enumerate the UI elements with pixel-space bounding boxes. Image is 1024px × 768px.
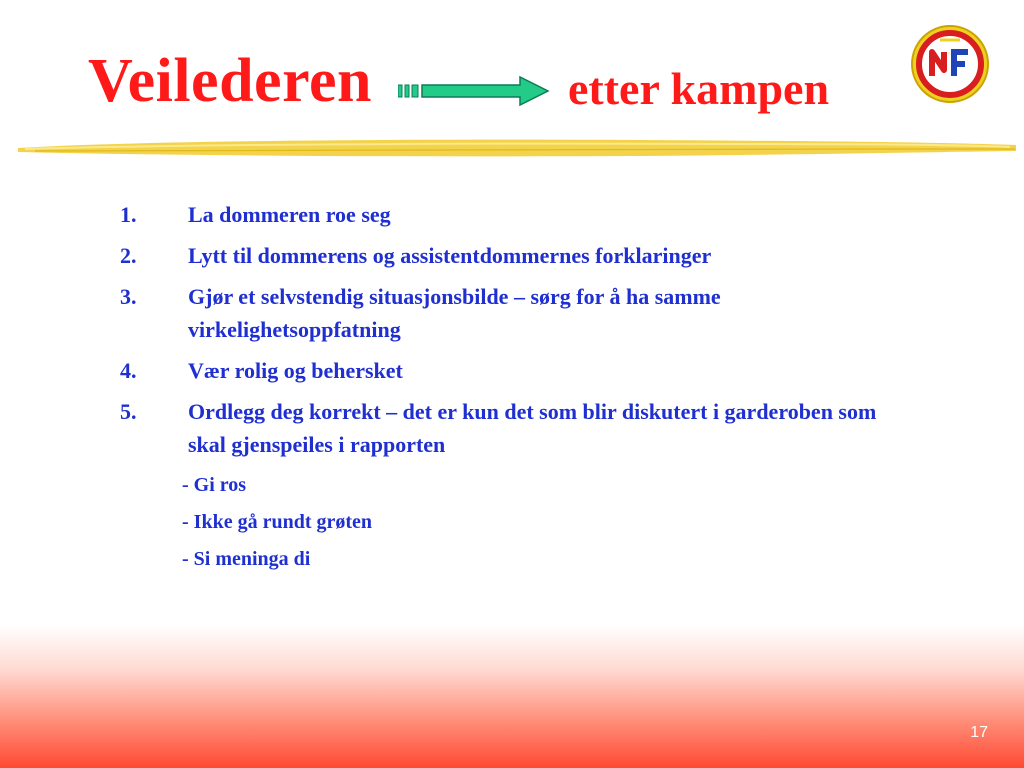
slide-title: Veilederen <box>88 47 372 115</box>
sub-list <box>182 472 372 583</box>
sub-list-item: - Si meninga di <box>182 548 311 570</box>
list-item-text: Lytt til dommerens og assistentdommernes forklaringer <box>188 243 712 268</box>
slide-subtitle: etter kampen <box>568 63 830 114</box>
list-item <box>120 198 920 231</box>
right-arrow-icon <box>398 76 550 106</box>
list-item-number: 3. <box>120 284 137 309</box>
sub-list-item: - Gi ros <box>182 474 247 496</box>
nff-logo-icon <box>910 24 990 104</box>
page-number: 17 <box>970 724 988 741</box>
guideline-list <box>120 198 920 469</box>
list-item-number: 2. <box>120 243 137 268</box>
list-item-text: Ordlegg deg korrekt – det er kun det som blir diskutert i garderoben som skal gjenspeiles i rapporten <box>188 399 877 457</box>
list-item-text: Gjør et selvstendig situasjonsbilde – sørg for å ha samme virkelighetsoppfatning <box>188 284 721 342</box>
sub-list-item: - Ikke gå rundt grøten <box>182 511 373 533</box>
list-item-text: La dommeren roe seg <box>188 202 391 227</box>
list-item <box>120 395 920 461</box>
list-item <box>120 354 920 387</box>
list-item <box>120 239 920 272</box>
list-item-number: 4. <box>120 358 137 383</box>
list-item-number: 1. <box>120 202 137 227</box>
list-item-text: Vær rolig og behersket <box>188 358 403 383</box>
highlight-stroke <box>0 128 1024 164</box>
list-item <box>120 280 920 346</box>
list-item-number: 5. <box>120 399 137 424</box>
